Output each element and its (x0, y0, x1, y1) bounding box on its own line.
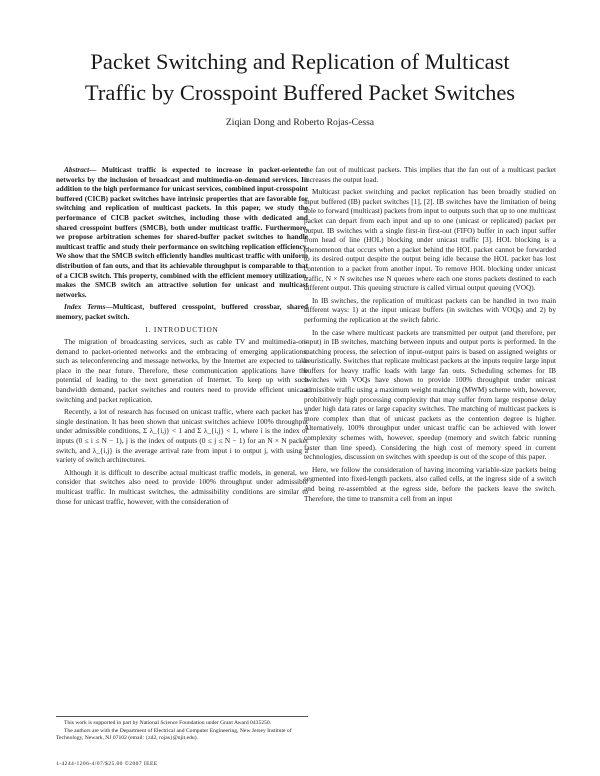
abstract-label: Abstract (64, 165, 90, 174)
footnote: The authors are with the Department of Electrical and Computer Engineering, New Jersey Institute of Technology, Newark, NJ 07102 (email: {zd2, rojas}@njit.edu). (56, 728, 292, 742)
paragraph: Multicast packet switching and packet replication has been broadly studied on input buffered (IB) packet switches [1], [2]. IB switches have the limitation of being able to forward (multicast) packets from input to outputs such that up to one multicast packet can depart from each input and up to one (unicast or replicated) packet per output. IB switches with a single first-in first-out (FIFO) buffer in each input suffer from head of line (HOL) blocking under unicast traffic [3]. HOL blocking is a phenomenon that occurs when a packet behind the HOL packet cannot be forwarded to its desired output despite the output being idle because the HOL packet has lost contention to a packet from another input. To remove HOL blocking under unicast traffic, N × N switches use N queues where each one stores packets destined to each different output. This queuing structure is called virtual output queuing (VOQ). (304, 187, 556, 293)
paragraph: Although it is difficult to describe actual multicast traffic models, in general, we consider that switches also need to provide 100% throughput under admissible multicast traffic. In multicast switches, the admissibility conditions are similar to those for unicast traffic, however, with the consideration of (56, 467, 308, 506)
footnote: This work is supported in part by National Science Foundation under Grant Award 0435250. (64, 720, 272, 726)
title-line-1: Packet Switching and Replication of Multicast (90, 49, 510, 74)
author-list: Ziqian Dong and Roberto Rojas-Cessa (225, 117, 375, 128)
left-column (56, 165, 308, 509)
abstract-text: — Multicast traffic is expected to increase in packet-oriented networks by the inclusion of broadcast and multimedia-on-demand services. In addition to the high performance for unicast services, combined input-crosspoint buffered (CICB) packet switches have intrinsic properties that are favorable for switching and replication of multicast packets. In this paper, we study the performance of CICB packet switches, including those with dedicated and shared crosspoint buffers (SMCB), both under multicast traffic. Furthermore, we propose arbitration schemes for shared-buffer packet switches to handle multicast traffic and study their performance on switching replication efficiency. We show that the SMCB switch efficiently handles multicast traffic with uniform distribution of fan outs, and that its achievable throughput is comparable to that of a CICB switch. This property, combined with the efficient memory utilization, makes the SMCB switch an attractive solution for unicast and multicast networks. (56, 165, 308, 299)
paper-title (30, 46, 570, 108)
title-line-2: Traffic by Crosspoint Buffered Packet Switches (84, 80, 516, 105)
right-column (304, 165, 556, 506)
paragraph: Here, we follow the consideration of having incoming variable-size packets being segmented into fixed-length packets, also called cells, at the ingress side of a switch and being re-assembled at the egress side, before the packets leave the switch. Therefore, the time to transmit a cell from an input (304, 464, 556, 503)
copyright-notice: 1-4244-1206-4/07/$25.00 ©2007 IEEE (56, 761, 158, 767)
index-terms-label: Index Terms (64, 302, 106, 312)
section-heading-introduction: I. INTRODUCTION (145, 324, 219, 334)
paragraph: In the case where multicast packets are transmitted per output (and therefore, per input) in IB switches, matching between inputs and output ports is performed. In the matching process, the selection of input-output pairs is based on assigned weights or heuristically. Switches that replicate multicast packets at the inputs require large input buffers for heavy traffic loads with large fan outs. Scheduling schemes for IB switches with VOQs have shown to provide 100% throughput under unicast admissible traffic using a maximum weight matching (MWM) scheme with, however, prohibitively high processing complexity that may suffer from large response delay under high data rates or large capacity switches. The matching of multicast packets is more complex than that of unicast packets as the contention degree is higher. Alternatively, 100% throughput under unicast traffic can be achieved with lower complexity schemes with, however, speedup (memory and switch fabric running faster than line speed). Considering the high cost of memory speed in current technologies, discussion on switches with speedup is out of the scope of this paper. (304, 327, 556, 462)
index-terms-text: —Multicast, buffered crosspoint, buffered crossbar, shared memory, packet switch. (56, 302, 308, 321)
abstract (56, 165, 308, 299)
paragraph: the fan out of multicast packets. This implies that the fan out of a multicast packet increases the output load. (304, 165, 556, 184)
paragraph: Recently, a lot of research has focused on unicast traffic, where each packet has a single destination. It has been shown that unicast switches achieve 100% throughput under admissible conditions, Σ λ_{i,j} < 1 and Σ λ_{i,j} < 1, where i is the index of inputs (0 ≤ i ≤ N − 1), j is the index of outputs (0 ≤ j ≤ N − 1) for an N × N packet switch, and λ_{i,j} is the average arrival rate from input i to output j, with using a variety of switch architectures. (56, 407, 308, 465)
footnotes (56, 716, 308, 744)
paragraph: In IB switches, the replication of multicast packets can be handled in two main different ways: 1) at the input unicast buffers (in switches with VOQs) and 2) by performing the replication at the switch fabric. (304, 295, 556, 324)
index-terms (56, 302, 308, 321)
paragraph: The migration of broadcasting services, such as cable TV and multimedia-on-demand to packet-oriented networks and the embracing of emerging applications, such as teleconferencing and message networks, by the Internet are expected to take place in the near future. Therefore, these communication applications have the potential of leading to the next generation of Internet. To keep up with such bandwidth demand, packet switches and routers need to provide efficient unicast switching and packet replication. (56, 337, 308, 404)
